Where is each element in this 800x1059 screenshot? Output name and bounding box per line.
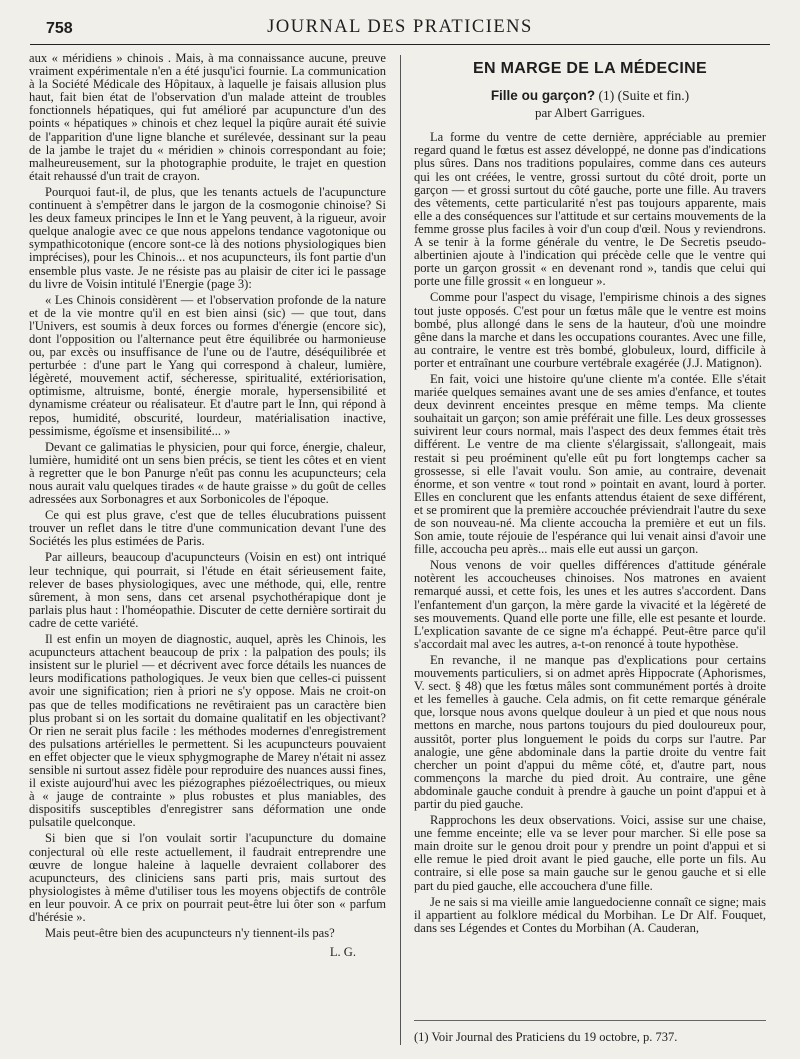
- paragraph: Rapprochons les deux observations. Voici, assise sur une chaise, une femme enceinte; elle va se lever pour marcher. Si elle pose sa main droite sur le genou droit pour y prendre un point d'appui et si elle remue le pied droit avant le pied gauche, elle porte un fils. Au contraire, si elle pose sa main gauche sur le genou gauche et si elle part du pied gauche, elle accouchera d'une fille.: [414, 813, 766, 893]
- paragraph: La forme du ventre de cette dernière, appréciable au premier regard quand le fœtus est assez développé, ne donne pas d'indications plus sûres. Dans nos traditions populaires, comme dans ces auteurs qui les ont créées, le ventre, grossi surtout du côté droit, porte un garçon — et grossi surtout du côté gauche, porte une fille. Au travers des vêtements, cette particularité n'est pas toujours apparente, mais elle a des conséquences sur l'attitude et sur certains mouvements de la femme grosse plus faciles à voir d'un coup d'œil. Nous y reviendrons. A se tenir à la forme générale du ventre, le De Secretis pseudo-albertinien ajoute à l'indication qui précède celle que le ventre qui porte un garçon grossit « en devenant rond », tandis que celui qui porte une fille grossit « en longueur ».: [414, 130, 766, 289]
- article-title-line: [414, 89, 766, 102]
- journal-title: JOURNAL DES PRATICIENS: [267, 17, 533, 37]
- paragraph: Mais peut-être bien des acupuncteurs n'y tiennent-ils pas?: [45, 926, 335, 941]
- page-header: [30, 14, 770, 45]
- left-column: [29, 52, 386, 959]
- paragraph: Ce qui est plus grave, c'est que de telles élucubrations puissent trouver un reflet dans le titre d'une communication devant l'une des Sociétés les plus estimées de Paris.: [29, 508, 386, 549]
- section-title: EN MARGE DE LA MÉDECINE: [473, 60, 707, 77]
- footnote-rule: [414, 1020, 766, 1021]
- paragraph: Nous venons de voir quelles différences d'attitude générale notèrent les accoucheuses chinoises. Nos matrones en avaient remarqué aussi, et cette fois, les unes et les autres s'accordent. Dans l'enfantement d'un garçon, la mère garde la vivacité et la légèreté de ses mouvements. Quand elle porte une fille, elle est pesante et lourde. L'explication savante de ce signe m'a échappé. Peut-être parce qu'il s'accordait mal avec les autres, a-t-on renoncé à toute hypothèse.: [414, 558, 766, 651]
- paragraph: aux « méridiens » chinois . Mais, à ma connaissance aucune, preuve vraiment expérimentale n'en a été jusqu'ici fournie. La communication à la Société Médicale des Hôpitaux, à laquelle je faisais allusion plus haut, fait bien état de l'observation d'un malade atteint de troubles fonctionnels hépatiques, qui fut amélioré par acupuncture d'un des points « hépatiques » chinois et chez lequel la piqûre aurait été suivie de l'apparition d'une ligne blanche et surélevée, dessinant sur la peau de la jambe le trajet du « méridien » chinois correspondant au foie; malheureusement, sur la photographie produite, le trajet en question était rehaussé d'un trait de crayon.: [29, 51, 386, 183]
- paragraph: Il est enfin un moyen de diagnostic, auquel, après les Chinois, les acupuncteurs attachent beaucoup de prix : la palpation des pouls; ils insistent sur le pluriel — et décrivent avec force détails les nuances de leurs modifications pathologiques. Je veux bien que celles-ci puissent avoir une signification; rien à priori ne s'y oppose. Mais ne croit-on pas que de telles modifications ne revêtiraient pas un caractère bien plus probant si on les sortait du domaine qualitatif en les objectivant? Or rien ne serait plus facile : les méthodes modernes d'enregistrement des pulsations artérielles le permettent. Si les acupuncteurs pouvaient en effet objecter que le vieux sphygmographe de Marey n'était ni assez sensible ni surtout assez fidèle pour reproduire des nuances aussi fines, il existe aujourd'hui avec les piézographes piézoélectriques, ou mieux à « jauge de contrainte » plus robustes et plus maniables, des dispositifs susceptibles d'enregistrer sans déformation une onde pulsatile quelconque.: [29, 632, 386, 830]
- quote-paragraph: « Les Chinois considèrent — et l'observation profonde de la nature et de la vie montre qu'il en est bien ainsi (sic) — que tout, dans l'Univers, est soumis à deux forces ou formes d'énergie (encore sic), dont l'opposition ou l'alternance peut être équilibrée ou harmonieuse ou, par excès ou insuffisance de l'une ou de l'autre, déséquilibrée et perturbée : d'une part le Yang qui correspond à chaleur, lumière, légèreté, mouvement actif, sécheresse, spiritualité, extériorisation, optimisme, altruisme, bonté, énergie morale, hypersensibilité et dynamisme créateur ou réalisateur. Et d'autre part le Inn, qui répond à repos, humidité, obscurité, lourdeur, matérialisation inactive, pessimisme, égoïsme et insensibilité... »: [29, 292, 386, 438]
- article-note: (1) (Suite et fin.): [598, 88, 690, 104]
- column-divider: [400, 55, 401, 1045]
- paragraph: En fait, voici une histoire qu'une cliente m'a contée. Elle s'était mariée quelques semaines avant une de ses amies d'enfance, et toutes deux devinrent enceintes presque en même temps. Ma cliente souhaitait un garçon; son amie préférait une fille. Les deux grossesses suivirent leur cours normal, mais l'aspect des deux femmes était très différent. Le ventre de ma cliente s'élargissait, s'allongeait, mais restait si peu proéminent qu'elle eût pu fort longtemps cacher sa grossesse, si elle l'avait voulu. Son amie, au contraire, devenait énorme, et son ventre « tout rond » pointait en avant, lourd à porter. Elles en conclurent que les enfants attendus étaient de sexe différent, et se promirent que la première accouchée préviendrait l'autre du sexe de son nouveau-né. Ma cliente accoucha la première et eut un fils. Son amie, toute réjouie de l'espérance qui lui venait ainsi d'avoir une fille, accoucha peu après... mais elle eut aussi un garçon.: [414, 371, 766, 557]
- paragraph: Comme pour l'aspect du visage, l'empirisme chinois a des signes tout juste opposés. C'est pour un fœtus mâle que le ventre est moins bombé, plus allongé dans le sens de la hauteur, d'où une moindre gêne dans la marche et dans les occupations courantes. Avec une fille, au contraire, le ventre est très bombé, globuleux, lourd, difficile à porter et entraînant une courbure vertébrale exagérée (J.J. Matignon).: [414, 290, 766, 370]
- article-title: Fille ou garçon?: [490, 88, 596, 104]
- paragraph: Devant ce galimatias le physicien, pour qui force, énergie, chaleur, lumière, humidité ont un sens bien précis, se tient les côtes et en vient à regretter que le bon Panurge n'eût pas connu les acupuncteurs; cela nous aurait valu quelques tirades « de haute graisse » du goût de celles adressées aux Sorbonagres et aux Sorbonicoles de l'époque.: [29, 439, 386, 507]
- right-column: [414, 62, 766, 938]
- footnote: (1) Voir Journal des Praticiens du 19 octobre, p. 737.: [414, 1030, 678, 1044]
- paragraph: En revanche, il ne manque pas d'explications pour certains mouvements particuliers, si on admet après Hippocrate (Aphorismes, V. sect. § 48) que les fœtus mâles sont communément portés à droite et les femelles à gauche. Cela admis, on fit cette remarque générale que, lorsque nous avons quelque douleur à un pied et que nous nous mettons en marche, nous partons toujours du pied douloureux pour, aussitôt, porter plus longuement le poids du corps sur l'autre. Par analogie, une gêne abdominale dans la partie droite du ventre fait chercher un point d'appui du même côté, et, d'autre part, nous commençons la marche du pied droit. Au contraire, une gêne abdominale gauche conduit à prendre à gauche un point d'appui et à partir du pied gauche.: [414, 652, 766, 811]
- paragraph: Pourquoi faut-il, de plus, que les tenants actuels de l'acupuncture continuent à s'empêtrer dans le jargon de la cosmogonie chinoise? Si les deux fameux principes le Inn et le Yang peuvent, à la rigueur, avoir quelque analogie avec ce que nous appelons tendance vagotonique ou sympathicotonique (encore sont-ce là des notions physiologiques bien imprécises), pour les Chinois... et nos acupuncteurs, ils font partie d'un ensemble plus vaste. Je ne résiste pas au plaisir de citer ici le passage du livre de Voisin intitulé l'Energie (page 3):: [29, 184, 386, 291]
- byline: par Albert Garrigues.: [534, 105, 646, 121]
- paragraph: Par ailleurs, beaucoup d'acupuncteurs (Voisin en est) ont intriqué leur technique, qui pourrait, si l'étude en était sérieusement faite, relever de bases physiologiques, avec une méthode, qui, elle, rentre sûrement, à mon sens, dans cet arsenal psychothérapique dont je parlais plus haut : l'homéopathie. Discuter de cette dernière sortirait du cadre de cette variété.: [29, 550, 386, 630]
- paragraph: Si bien que si l'on voulait sortir l'acupuncture du domaine conjectural où elle reste actuellement, il faudrait entreprendre une œuvre de longue haleine à laquelle devraient collaborer des acupuncteurs, des cliniciens sans parti pris, mais surtout des physiologistes à même d'utiliser tous les moyens objectifs de contrôle en leur pouvoir. A ce prix on pourrait peut-être lui ôter son « parfum d'hérésie ».: [29, 831, 386, 924]
- signature: L. G.: [329, 945, 356, 960]
- paragraph: Je ne sais si ma vieille amie languedocienne connaît ce signe; mais il appartient au folklore médical du Morbihan. Le Dr Alf. Fouquet, dans ses Légendes et Contes du Morbihan (A. Cauderan,: [414, 894, 766, 935]
- page-number: 758: [46, 20, 73, 37]
